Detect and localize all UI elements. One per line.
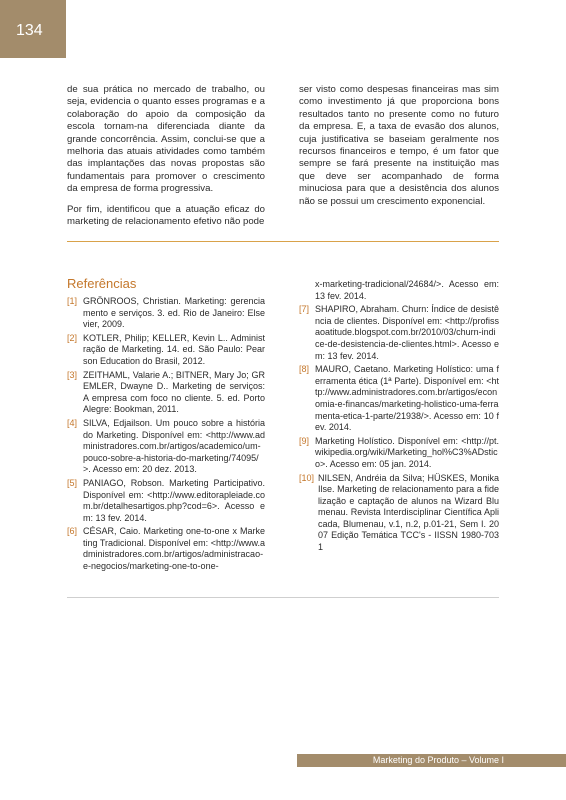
body-paragraph: de sua prática no mercado de trabalho, ou seja, evidencia o quanto esses programas e a colaboração do apoio da composição da escola tornam-na diferenciada diante da grande concorrência. Assim, conclui-se que a melhoria das atuais atividades como também das implantações das novas propostas são fundamentais para promover o crescimento da empresa de forma progressiva. <box>67 84 265 195</box>
reference-item <box>299 436 499 471</box>
reference-text: NILSEN, Andréia da Silva; HÜSKES, Monika Ilse. Marketing de relacionamento para a fidelização e captação de alunos na Wizard Blumenau. Revista Interdisciplinar Científica Aplicada, Blumenau, v.1, n.2, p.01-21, Sem I. 2007 Edição Temática TCC's - IISSN 1980-7031 <box>318 472 499 553</box>
references-column-right <box>299 279 499 556</box>
reference-item <box>299 304 499 362</box>
footer-bar <box>297 754 566 767</box>
reference-number: [10] <box>299 472 315 483</box>
reference-number: [4] <box>67 417 78 428</box>
reference-continuation: x-marketing-tradicional/24684/>. Acesso em: 13 fev. 2014. <box>315 279 499 301</box>
reference-number: [8] <box>299 364 310 375</box>
reference-item <box>67 333 265 368</box>
reference-item <box>299 364 499 434</box>
reference-number: [3] <box>67 369 78 380</box>
reference-number: [2] <box>67 332 78 343</box>
reference-number: [6] <box>67 526 78 537</box>
body-paragraph: Por fim, identificou que a atuação eficaz do marketing de relacionamento efetivo não pode <box>67 203 265 228</box>
reference-text: KOTLER, Philip; KELLER, Kevin L.. Administração de Marketing. 14. ed. São Paulo: Pearson Education do Brasil, 2012. <box>83 332 265 366</box>
body-paragraph: ser visto como despesas financeiras mas sim como investimento já que proporciona bons resultados tanto no presente como no futuro da empresa. E, a taxa de evasão dos alunos, cuja justificativa se baseiam geralmente nos recursos financeiros e tempo, é um fator que sempre se fará presente na instituição mas que deve ser acompanhado de forma minuciosa para que a desistência dos alunos não se possui um crescimento exponencial. <box>299 84 499 207</box>
references-column-left <box>67 296 265 575</box>
reference-text: CÉSAR, Caio. Marketing one-to-one x Marketing Tradicional. Disponível em: <http://www.administradores.com.br/artigos/administracao-e-negocios/marketing-one-to-one- <box>83 526 265 572</box>
footer-title: Marketing do Produto – Volume I <box>372 755 504 765</box>
page-number: 134 <box>16 22 43 39</box>
reference-number: [7] <box>299 304 310 315</box>
reference-text: Marketing Holístico. Disponível em: <http://pt.wikipedia.org/wiki/Marketing_hol%C3%ADstico>. Acesso em: 05 jan. 2014. <box>315 435 499 469</box>
reference-number: [1] <box>67 296 78 306</box>
reference-text: MAURO, Caetano. Marketing Holístico: uma ferramenta ética (1ª Parte). Disponível em: <http://www.administradores.com.br/artigos/economia-e-financas/marketing-holistico-uma-ferramenta-etica-1-parte/21938/>. Acesso em: 10 fev. 2014. <box>315 364 499 433</box>
reference-number: [9] <box>299 435 310 446</box>
reference-text: GRÖNROOS, Christian. Marketing: gerenciamento e serviços. 3. ed. Rio de Janeiro: Elsevier, 2009. <box>83 296 265 330</box>
reference-text: SILVA, Edjailson. Um pouco sobre a história do Marketing. Disponível em: <http://www.administradores.com.br/artigos/academico/um-pouco-sobre-a-historia-do-marketing/74095/>. Acesso em: 20 dez. 2013. <box>83 417 265 475</box>
reference-item <box>299 473 499 554</box>
page-number-badge <box>0 0 66 58</box>
reference-item <box>67 370 265 416</box>
body-column-right <box>299 84 499 216</box>
reference-item <box>67 478 265 524</box>
references-bottom-divider <box>67 597 499 598</box>
reference-item <box>67 418 265 476</box>
reference-text: PANIAGO, Robson. Marketing Participativo. Disponível em: <http://www.editorapleiade.com.br/detalhesartigos.php?cod=6>. Acesso em: 13 fev. 2014. <box>83 477 265 523</box>
reference-text: SHAPIRO, Abraham. Churn: Índice de desistência de clientes. Disponível em: <http://profissaoatitude.blogspot.com.br/2010/03/churn-indice-de-desistencia-de-clientes.html>. Acesso em: 13 fev. 2014. <box>315 304 499 361</box>
body-column-left <box>67 84 265 236</box>
section-divider <box>67 241 499 242</box>
reference-number: [5] <box>67 477 78 488</box>
reference-item <box>67 526 265 572</box>
reference-item <box>67 296 265 331</box>
references-title: Referências <box>67 276 137 291</box>
reference-text: ZEITHAML, Valarie A.; BITNER, Mary Jo; GREMLER, Dwayne D.. Marketing de serviços: A empresa com foco no cliente. 5. ed. Porto Alegre: Bookman, 2011. <box>83 369 265 415</box>
